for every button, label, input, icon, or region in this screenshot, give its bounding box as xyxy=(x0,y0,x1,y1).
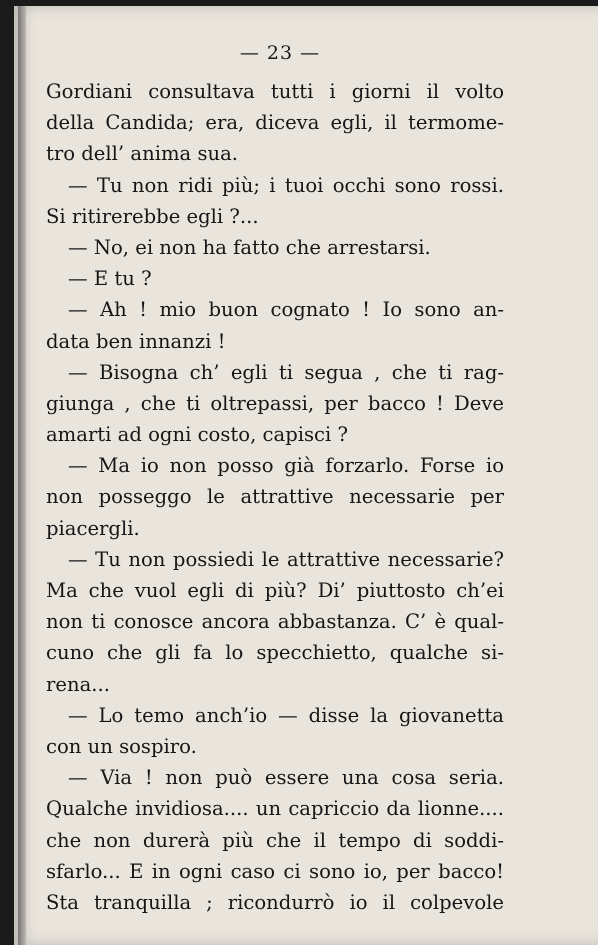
body-text xyxy=(46,76,504,918)
text-line: — No, ei non ha fatto che arrestarsi. xyxy=(68,235,431,259)
text-line: con un sospiro. xyxy=(46,734,197,758)
page-gutter-shadow xyxy=(18,6,26,945)
text-line: non posseggo le attrattive necessarie per xyxy=(46,485,504,509)
text-line: Sta tranquilla ; ricondurrò io il colpevole xyxy=(46,890,504,914)
text-line: — E tu ? xyxy=(68,267,152,291)
text-line: Si ritirerebbe egli ?... xyxy=(46,204,259,228)
text-line: Qualche invidiosa.... un capriccio da lionne.... xyxy=(46,797,504,821)
text-line: rena... xyxy=(46,672,110,696)
text-line: — Tu non ridi più; i tuoi occhi sono rossi. xyxy=(68,173,504,197)
text-line: tro dell’ anima sua. xyxy=(46,142,239,166)
text-line: — Lo temo anch’io — disse la giovanetta xyxy=(68,703,504,727)
text-line: — Via ! non può essere una cosa seria. xyxy=(68,766,504,790)
text-line: cuno che gli fa lo specchietto, qualche si- xyxy=(46,641,504,665)
text-line: — Ma io non posso già forzarlo. Forse io xyxy=(68,454,504,478)
text-line: — Bisogna ch’ egli ti segua , che ti rag- xyxy=(68,360,504,384)
text-line: della Candida; era, diceva egli, il termome- xyxy=(46,111,504,135)
text-line: che non durerà più che il tempo di soddi- xyxy=(46,828,504,852)
text-line: Ma che vuol egli di più? Di’ piuttosto ch’ei xyxy=(46,579,504,602)
text-line: — Tu non possiedi le attrattive necessarie? xyxy=(68,547,504,571)
text-line: non ti conosce ancora abbastanza. C’ è qual- xyxy=(46,610,504,634)
text-line: amarti ad ogni costo, capisci ? xyxy=(46,423,349,447)
text-line: piacergli. xyxy=(46,516,140,540)
text-line: Gordiani consultava tutti i giorni il volto xyxy=(46,80,504,103)
page-number: — 23 — xyxy=(239,42,321,64)
text-line: data ben innanzi ! xyxy=(46,329,226,353)
text-line: giunga , che ti oltrepassi, per bacco ! Deve xyxy=(46,391,504,415)
text-line: — Ah ! mio buon cognato ! Io sono an- xyxy=(68,298,504,322)
text-line: sfarlo... E in ogni caso ci sono io, per bacco! xyxy=(46,859,504,883)
